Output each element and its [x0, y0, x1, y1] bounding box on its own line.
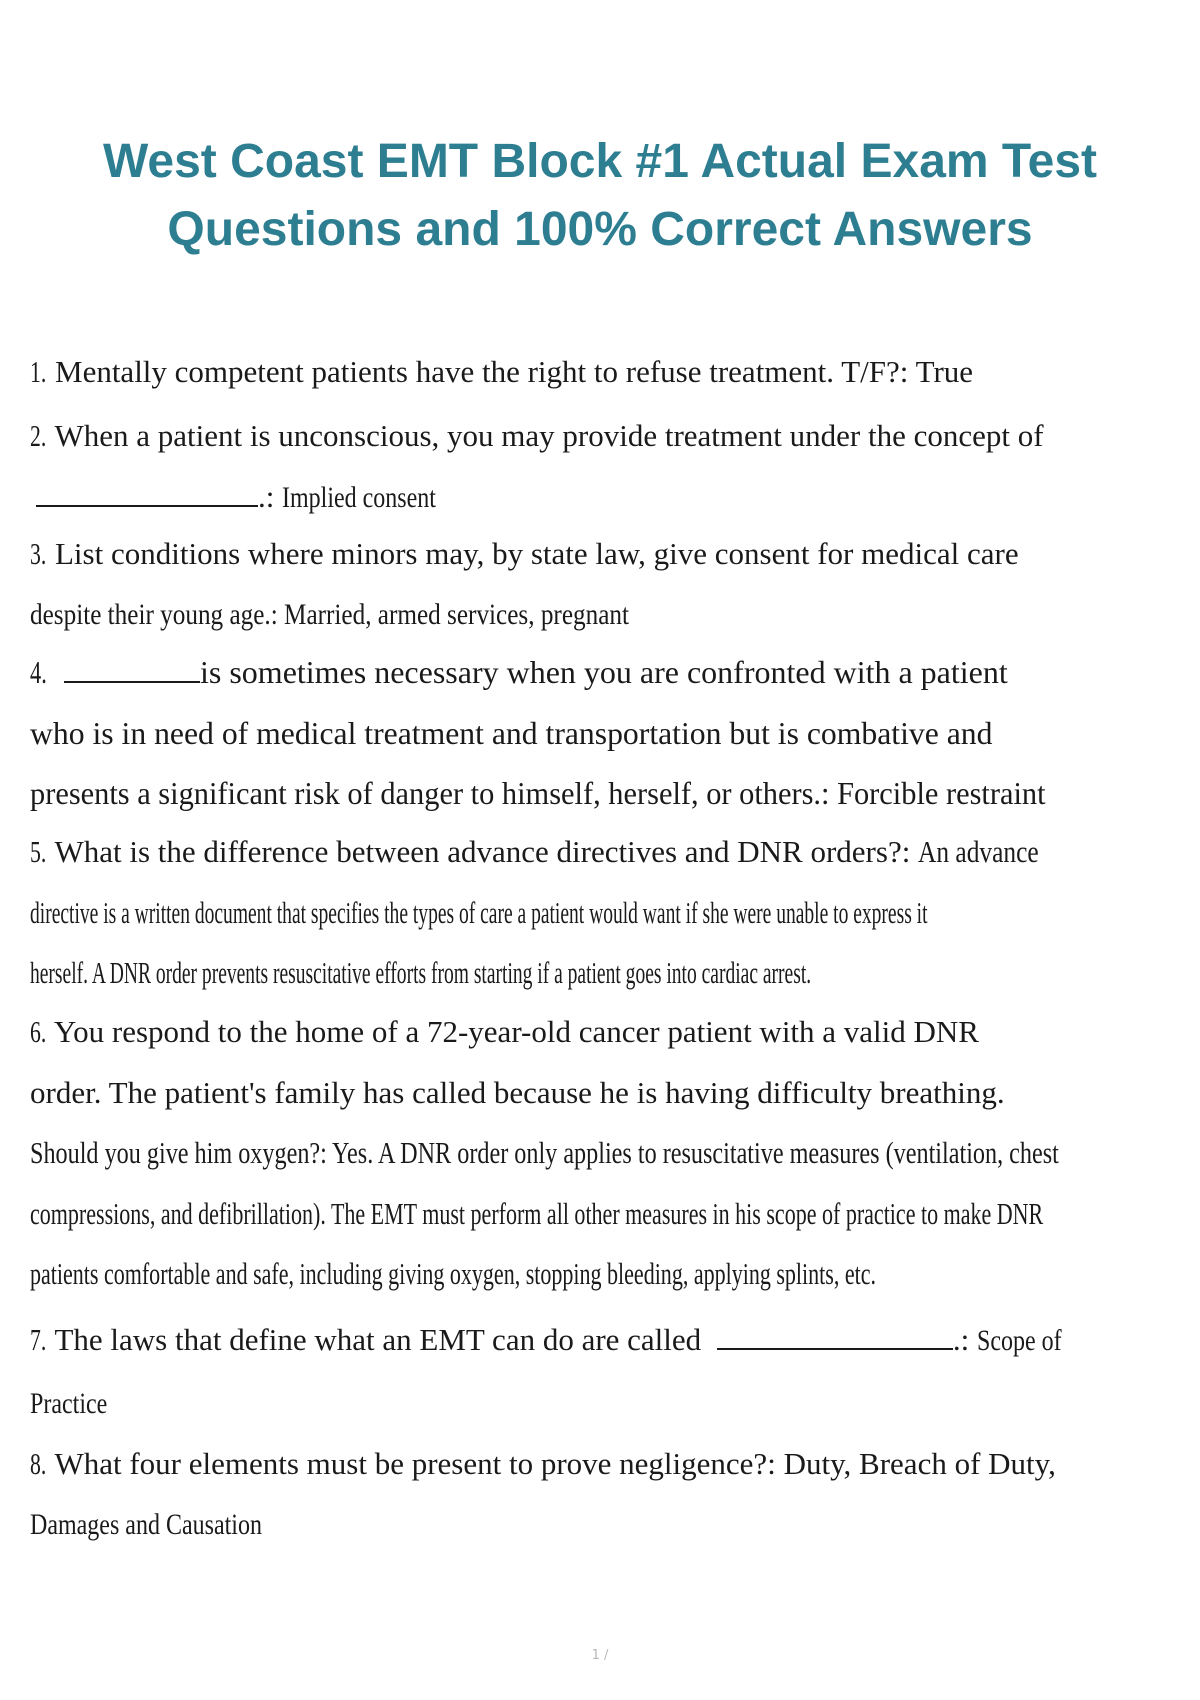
- qa-item-7: [30, 1308, 1170, 1432]
- question-text: When a patient is unconscious, you may provide treatment under the concept of: [54, 418, 1044, 453]
- document-title: [60, 128, 1140, 264]
- qa-item-3: [30, 522, 1170, 640]
- question-suffix: .:: [258, 478, 275, 514]
- question-text-cont: despite their young age.:: [30, 597, 278, 631]
- qa-line: [30, 640, 1170, 705]
- question-suffix: .:: [952, 1322, 970, 1357]
- question-text-cont: presents a significant risk of danger to himself, herself, or others.:: [30, 775, 830, 811]
- qa-line: [30, 1372, 942, 1437]
- qa-line: [30, 583, 988, 648]
- question-number: 6.: [30, 1014, 47, 1049]
- answer-text: Yes. A DNR order only applies to resuscitative measures (ventilation, chest: [332, 1135, 1059, 1170]
- qa-line: [30, 522, 1170, 587]
- qa-line: [30, 404, 1170, 469]
- answer-text: True: [915, 354, 974, 389]
- qa-item-2: [30, 404, 1170, 526]
- question-number: 5.: [30, 834, 47, 869]
- question-text: is sometimes necessary when you are confronted with a patient: [200, 654, 1008, 690]
- question-text-cont: who is in need of medical treatment and transportation but is combative and: [30, 714, 993, 751]
- title-line-1: West Coast EMT Block #1 Actual Exam Test: [102, 135, 1098, 188]
- answer-text: Duty, Breach of Duty,: [783, 1446, 1056, 1481]
- qa-line: [30, 465, 1170, 531]
- qa-item-4: [30, 640, 1170, 820]
- question-text: List conditions where minors may, by state law, give consent for medical care: [55, 536, 1019, 571]
- question-number: 8.: [30, 1446, 47, 1481]
- answer-text-cont: patients comfortable and safe, including giving oxygen, stopping bleeding, applying splints, etc.: [30, 1256, 877, 1291]
- answer-text-cont: Damages and Causation: [30, 1507, 262, 1541]
- question-text: Mentally competent patients have the right to refuse treatment. T/F?:: [55, 354, 909, 389]
- qa-item-6: [30, 1000, 1170, 1308]
- answer-text-cont: directive is a written document that specifies the types of care a patient would want if she were unable to express it: [30, 894, 928, 930]
- qa-item-1: [30, 340, 1170, 404]
- fill-in-blank: [717, 1322, 953, 1350]
- question-text: What four elements must be present to prove negligence?:: [54, 1446, 776, 1481]
- question-text-cont: order. The patient's family has called because he is having difficulty breathing.: [30, 1074, 1005, 1110]
- fill-in-blank: [64, 655, 200, 683]
- answer-text: Implied consent: [282, 480, 437, 514]
- answer-text: Married, armed services, pregnant: [284, 597, 629, 631]
- fill-in-blank: [36, 479, 258, 507]
- answer-text-cont: Practice: [30, 1386, 108, 1420]
- question-number: 3.: [30, 536, 47, 571]
- qa-list: [30, 340, 1170, 1552]
- qa-line: [30, 941, 812, 1006]
- page-number: 1 /: [591, 1648, 609, 1663]
- qa-line: [30, 881, 928, 946]
- question-text: What is the difference between advance directives and DNR orders?:: [54, 834, 911, 869]
- qa-item-8: [30, 1432, 1170, 1552]
- qa-line: [30, 1432, 1170, 1497]
- question-number: 4.: [30, 654, 47, 690]
- qa-line: [30, 761, 1113, 826]
- answer-text-cont: compressions, and defibrillation). The EMT must perform all other measures in his scope of practice to make DNR: [30, 1195, 1044, 1231]
- qa-item-5: [30, 820, 1170, 1000]
- answer-text: Scope of: [977, 1324, 1062, 1357]
- question-number: 2.: [30, 418, 47, 453]
- answer-text: An advance: [918, 834, 1039, 869]
- qa-line: [30, 1242, 877, 1307]
- qa-line: [30, 1121, 1059, 1186]
- qa-line: [30, 1182, 1044, 1247]
- question-text-cont: Should you give him oxygen?:: [30, 1135, 327, 1170]
- qa-line: [30, 820, 1170, 885]
- question-number: 1.: [30, 354, 47, 389]
- title-line-2: Questions and 100% Correct Answers: [167, 203, 1033, 256]
- qa-line: [30, 701, 1159, 766]
- answer-text-cont: herself. A DNR order prevents resuscitative efforts from starting if a patient goes into cardiac arrest.: [30, 955, 812, 990]
- qa-line: [30, 1000, 1170, 1065]
- answer-text: Forcible restraint: [837, 775, 1046, 811]
- question-text: The laws that define what an EMT can do are called: [54, 1322, 702, 1357]
- question-number: 7.: [30, 1322, 47, 1357]
- qa-line: [30, 1308, 1170, 1374]
- question-text: You respond to the home of a 72-year-old cancer patient with a valid DNR: [53, 1014, 979, 1049]
- qa-line: [30, 1061, 1170, 1126]
- qa-line: [30, 1493, 942, 1558]
